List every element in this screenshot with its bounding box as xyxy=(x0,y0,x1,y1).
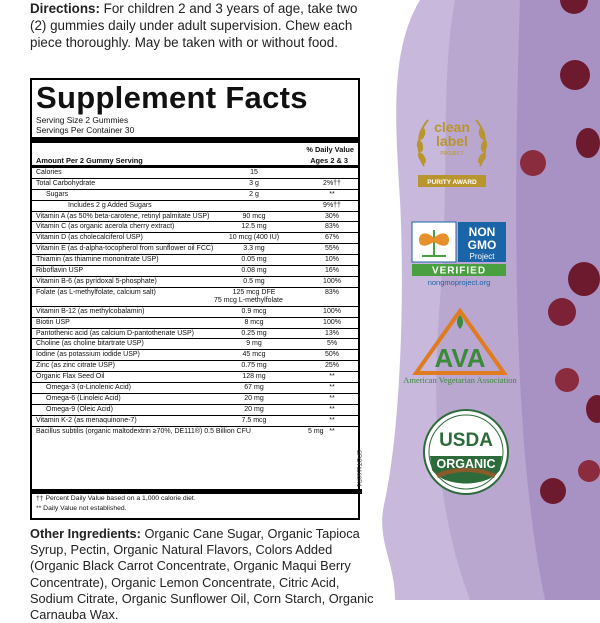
nutrient-amount: 0.9 mcg xyxy=(241,307,267,315)
nutrient-name: Sugars xyxy=(46,190,69,198)
ava-badge xyxy=(392,305,532,387)
facts-header xyxy=(32,143,358,168)
facts-row xyxy=(32,168,358,179)
purity-award-text: PURITY AWARD xyxy=(427,179,477,186)
serving-size: Serving Size 2 Gummies xyxy=(36,115,129,125)
facts-row xyxy=(32,394,358,405)
nutrient-amount: 12.5 mg xyxy=(241,223,267,231)
nutrient-amount: 128 mg xyxy=(242,373,266,381)
daily-value-percent: 55% xyxy=(324,245,339,253)
nutrient-name: Omega-3 (α-Linolenic Acid) xyxy=(46,384,131,392)
nutrient-name: Vitamin K-2 (as menaquinone-7) xyxy=(36,416,137,424)
daily-value-percent: ** xyxy=(329,427,335,435)
facts-row xyxy=(32,222,358,233)
facts-row xyxy=(32,361,358,372)
nutrient-name: Zinc (as zinc citrate USP) xyxy=(36,362,115,370)
daily-value-percent: 25% xyxy=(324,362,339,370)
nutrient-name: Vitamin A (as 50% beta-carotene, retinyl palmitate USP) xyxy=(36,212,210,220)
facts-row xyxy=(32,329,358,340)
nutrient-name: Organic Flax Seed Oil xyxy=(36,373,105,381)
daily-value-percent: ** xyxy=(329,416,335,424)
facts-row xyxy=(32,201,358,212)
daily-value-percent: 83% xyxy=(324,223,339,231)
daily-value-percent: ** xyxy=(329,394,335,402)
nutrient-name: Vitamin C (as organic acerola cherry extract) xyxy=(36,223,175,231)
nutrient-amount: 3.3 mg xyxy=(243,245,265,253)
non-gmo-verified: VERIFIED xyxy=(431,265,487,277)
daily-value-percent: ** xyxy=(329,373,335,381)
clean-label-badge xyxy=(412,108,492,193)
nutrient-amount: 0.25 mg xyxy=(241,329,267,337)
gummy-decoration xyxy=(560,60,590,90)
directions-text xyxy=(30,0,370,51)
facts-row xyxy=(32,383,358,394)
daily-value-percent: 100% xyxy=(323,277,341,285)
facts-row xyxy=(32,288,358,307)
facts-row xyxy=(32,233,358,244)
nutrient-name: Includes 2 g Added Sugars xyxy=(68,201,152,209)
non-gmo-line2: GMO xyxy=(467,238,497,252)
facts-row xyxy=(32,427,358,437)
nutrient-amount: 0.05 mg xyxy=(241,256,267,264)
facts-row xyxy=(32,212,358,223)
gummy-decoration xyxy=(568,262,600,296)
nutrient-name: Calories xyxy=(36,169,62,176)
daily-value-percent: 16% xyxy=(324,267,339,275)
nutrient-amount: 9 mg xyxy=(246,340,262,348)
non-gmo-badge xyxy=(410,220,510,288)
clean-label-line1: clean xyxy=(434,119,470,135)
gummy-decoration xyxy=(548,298,576,326)
daily-value-percent: 5% xyxy=(326,340,338,348)
lot-code: SPOT1160R1 xyxy=(355,450,361,487)
nutrient-amount: 67 mg xyxy=(244,384,264,392)
nutrient-amount: 8 mcg xyxy=(244,318,264,326)
facts-row xyxy=(32,339,358,350)
non-gmo-line1: NON xyxy=(468,225,496,239)
nutrient-amount-secondary: 75 mcg L-methylfolate xyxy=(214,296,283,304)
daily-value-percent: 100% xyxy=(323,318,341,326)
footnote-dv: †† Percent Daily Value based on a 1,000 calorie diet. xyxy=(36,495,196,502)
nutrient-name: Biotin USP xyxy=(36,318,70,326)
amount-header: Amount Per 2 Gummy Serving xyxy=(36,156,143,165)
nutrient-name: Iodine (as potassium iodide USP) xyxy=(36,351,140,359)
nutrient-name: Vitamin B-12 (as methylcobalamin) xyxy=(36,307,145,315)
daily-value-percent: 13% xyxy=(324,329,339,337)
usda-organic-badge xyxy=(422,408,510,496)
facts-row xyxy=(32,318,358,329)
nutrient-amount: 20 mg xyxy=(244,405,264,413)
facts-row xyxy=(32,266,358,277)
directions-body: For children 2 and 3 years of age, take two (2) gummies daily under adult supervision. Chew each piece thoroughly. May be taken with or without food. xyxy=(30,1,358,50)
facts-row xyxy=(32,372,358,383)
daily-value-percent: 67% xyxy=(324,234,339,242)
nutrient-name: Vitamin B-6 (as pyridoxal 5-phosphate) xyxy=(36,277,157,285)
facts-row xyxy=(32,277,358,288)
facts-title: Supplement Facts xyxy=(36,80,308,115)
nutrient-amount: 125 mcg DFE xyxy=(232,288,276,296)
servings-per-container: Servings Per Container 30 xyxy=(36,125,135,135)
daily-value-header: % Daily Value xyxy=(306,145,354,154)
footnote-not-established: ** Daily Value not established. xyxy=(36,505,127,512)
facts-row xyxy=(32,307,358,318)
facts-row xyxy=(32,255,358,266)
daily-value-percent: ** xyxy=(329,190,335,198)
nutrient-amount: 5 mg xyxy=(308,427,324,435)
daily-value-percent: 83% xyxy=(324,288,339,296)
daily-value-percent: 9%†† xyxy=(323,201,341,209)
directions-label: Directions: xyxy=(30,1,100,16)
daily-value-percent: 100% xyxy=(323,307,341,315)
other-ingredients xyxy=(30,526,375,623)
daily-value-percent: 50% xyxy=(324,351,339,359)
nutrient-name: Thiamin (as thiamine mononitrate USP) xyxy=(36,256,159,264)
nutrient-name: Total Carbohydrate xyxy=(36,179,96,187)
gummy-decoration xyxy=(576,128,600,158)
nutrient-amount: 2 g xyxy=(249,190,259,198)
nutrient-name: Omega-6 (Linoleic Acid) xyxy=(46,394,121,402)
gummy-decoration xyxy=(555,368,579,392)
gummy-decoration xyxy=(540,478,566,504)
ava-letters: AVA xyxy=(434,343,486,373)
ava-name: American Vegetarian Association xyxy=(403,375,517,385)
nutrient-amount: 0.75 mg xyxy=(241,362,267,370)
facts-row xyxy=(32,179,358,190)
facts-row xyxy=(32,350,358,361)
ingredients-body: Organic Cane Sugar, Organic Tapioca Syrup, Pectin, Organic Natural Flavors, Colors Added (Organic Black Carrot Concentrate, Organic Maqui Berry Concentrate), Organic Lemon Concentrate, Citric Acid, Sodium Citrate, Organic Sunflower Oil, Corn Starch, Organic Carnauba Wax. xyxy=(30,526,374,623)
nutrient-name: Riboflavin USP xyxy=(36,267,84,275)
gummy-decoration xyxy=(520,150,546,176)
gummy-decoration xyxy=(578,460,600,482)
daily-value-percent: ** xyxy=(329,384,335,392)
nutrient-amount: 3 g xyxy=(249,179,259,187)
nutrient-name: Vitamin D (as cholecalciferol USP) xyxy=(36,234,143,242)
supplement-facts-panel xyxy=(30,78,360,520)
facts-rows xyxy=(32,168,358,436)
facts-row xyxy=(32,244,358,255)
nutrient-amount: 0.5 mg xyxy=(243,277,265,285)
nutrient-amount: 0.08 mg xyxy=(241,267,267,275)
nutrient-amount: 7.5 mcg xyxy=(241,416,267,424)
nutrient-name: Omega-9 (Oleic Acid) xyxy=(46,405,113,413)
organic-text: ORGANIC xyxy=(436,457,496,471)
nutrient-amount: 15 xyxy=(250,169,258,176)
nutrient-name: Folate (as L-methylfolate, calcium salt) xyxy=(36,288,156,296)
nutrient-amount: 10 mcg (400 IU) xyxy=(228,234,280,242)
nutrient-name: Choline (as choline bitartrate USP) xyxy=(36,340,144,348)
clean-label-line3: PROJECT xyxy=(440,151,464,157)
daily-value-percent: ** xyxy=(329,405,335,413)
non-gmo-url: nongmoproject.org xyxy=(427,278,491,287)
nutrient-amount: 20 mg xyxy=(244,394,264,402)
usda-text: USDA xyxy=(439,430,493,451)
facts-row xyxy=(32,416,358,427)
footnotes xyxy=(32,489,362,514)
non-gmo-line3: Project xyxy=(469,252,495,261)
daily-value-percent: 30% xyxy=(324,212,339,220)
ingredients-label: Other Ingredients: xyxy=(30,526,141,541)
clean-label-line2: label xyxy=(436,133,468,149)
daily-value-percent: 2%†† xyxy=(323,179,341,187)
nutrient-name: Bacillus subtilis (organic maltodextrin ≥70%, DE111®) 0.5 Billion CFU xyxy=(36,427,251,435)
facts-row xyxy=(32,190,358,201)
daily-value-percent: 10% xyxy=(324,256,339,264)
nutrient-name: Vitamin E (as d-alpha-tocopherol from sunflower oil FCC) xyxy=(36,245,214,253)
nutrient-amount: 90 mcg xyxy=(242,212,266,220)
nutrient-amount: 45 mcg xyxy=(242,351,266,359)
nutrient-name: Pantothenic acid (as calcium D-pantothenate USP) xyxy=(36,329,194,337)
facts-row xyxy=(32,405,358,416)
ages-header: Ages 2 & 3 xyxy=(310,156,348,165)
